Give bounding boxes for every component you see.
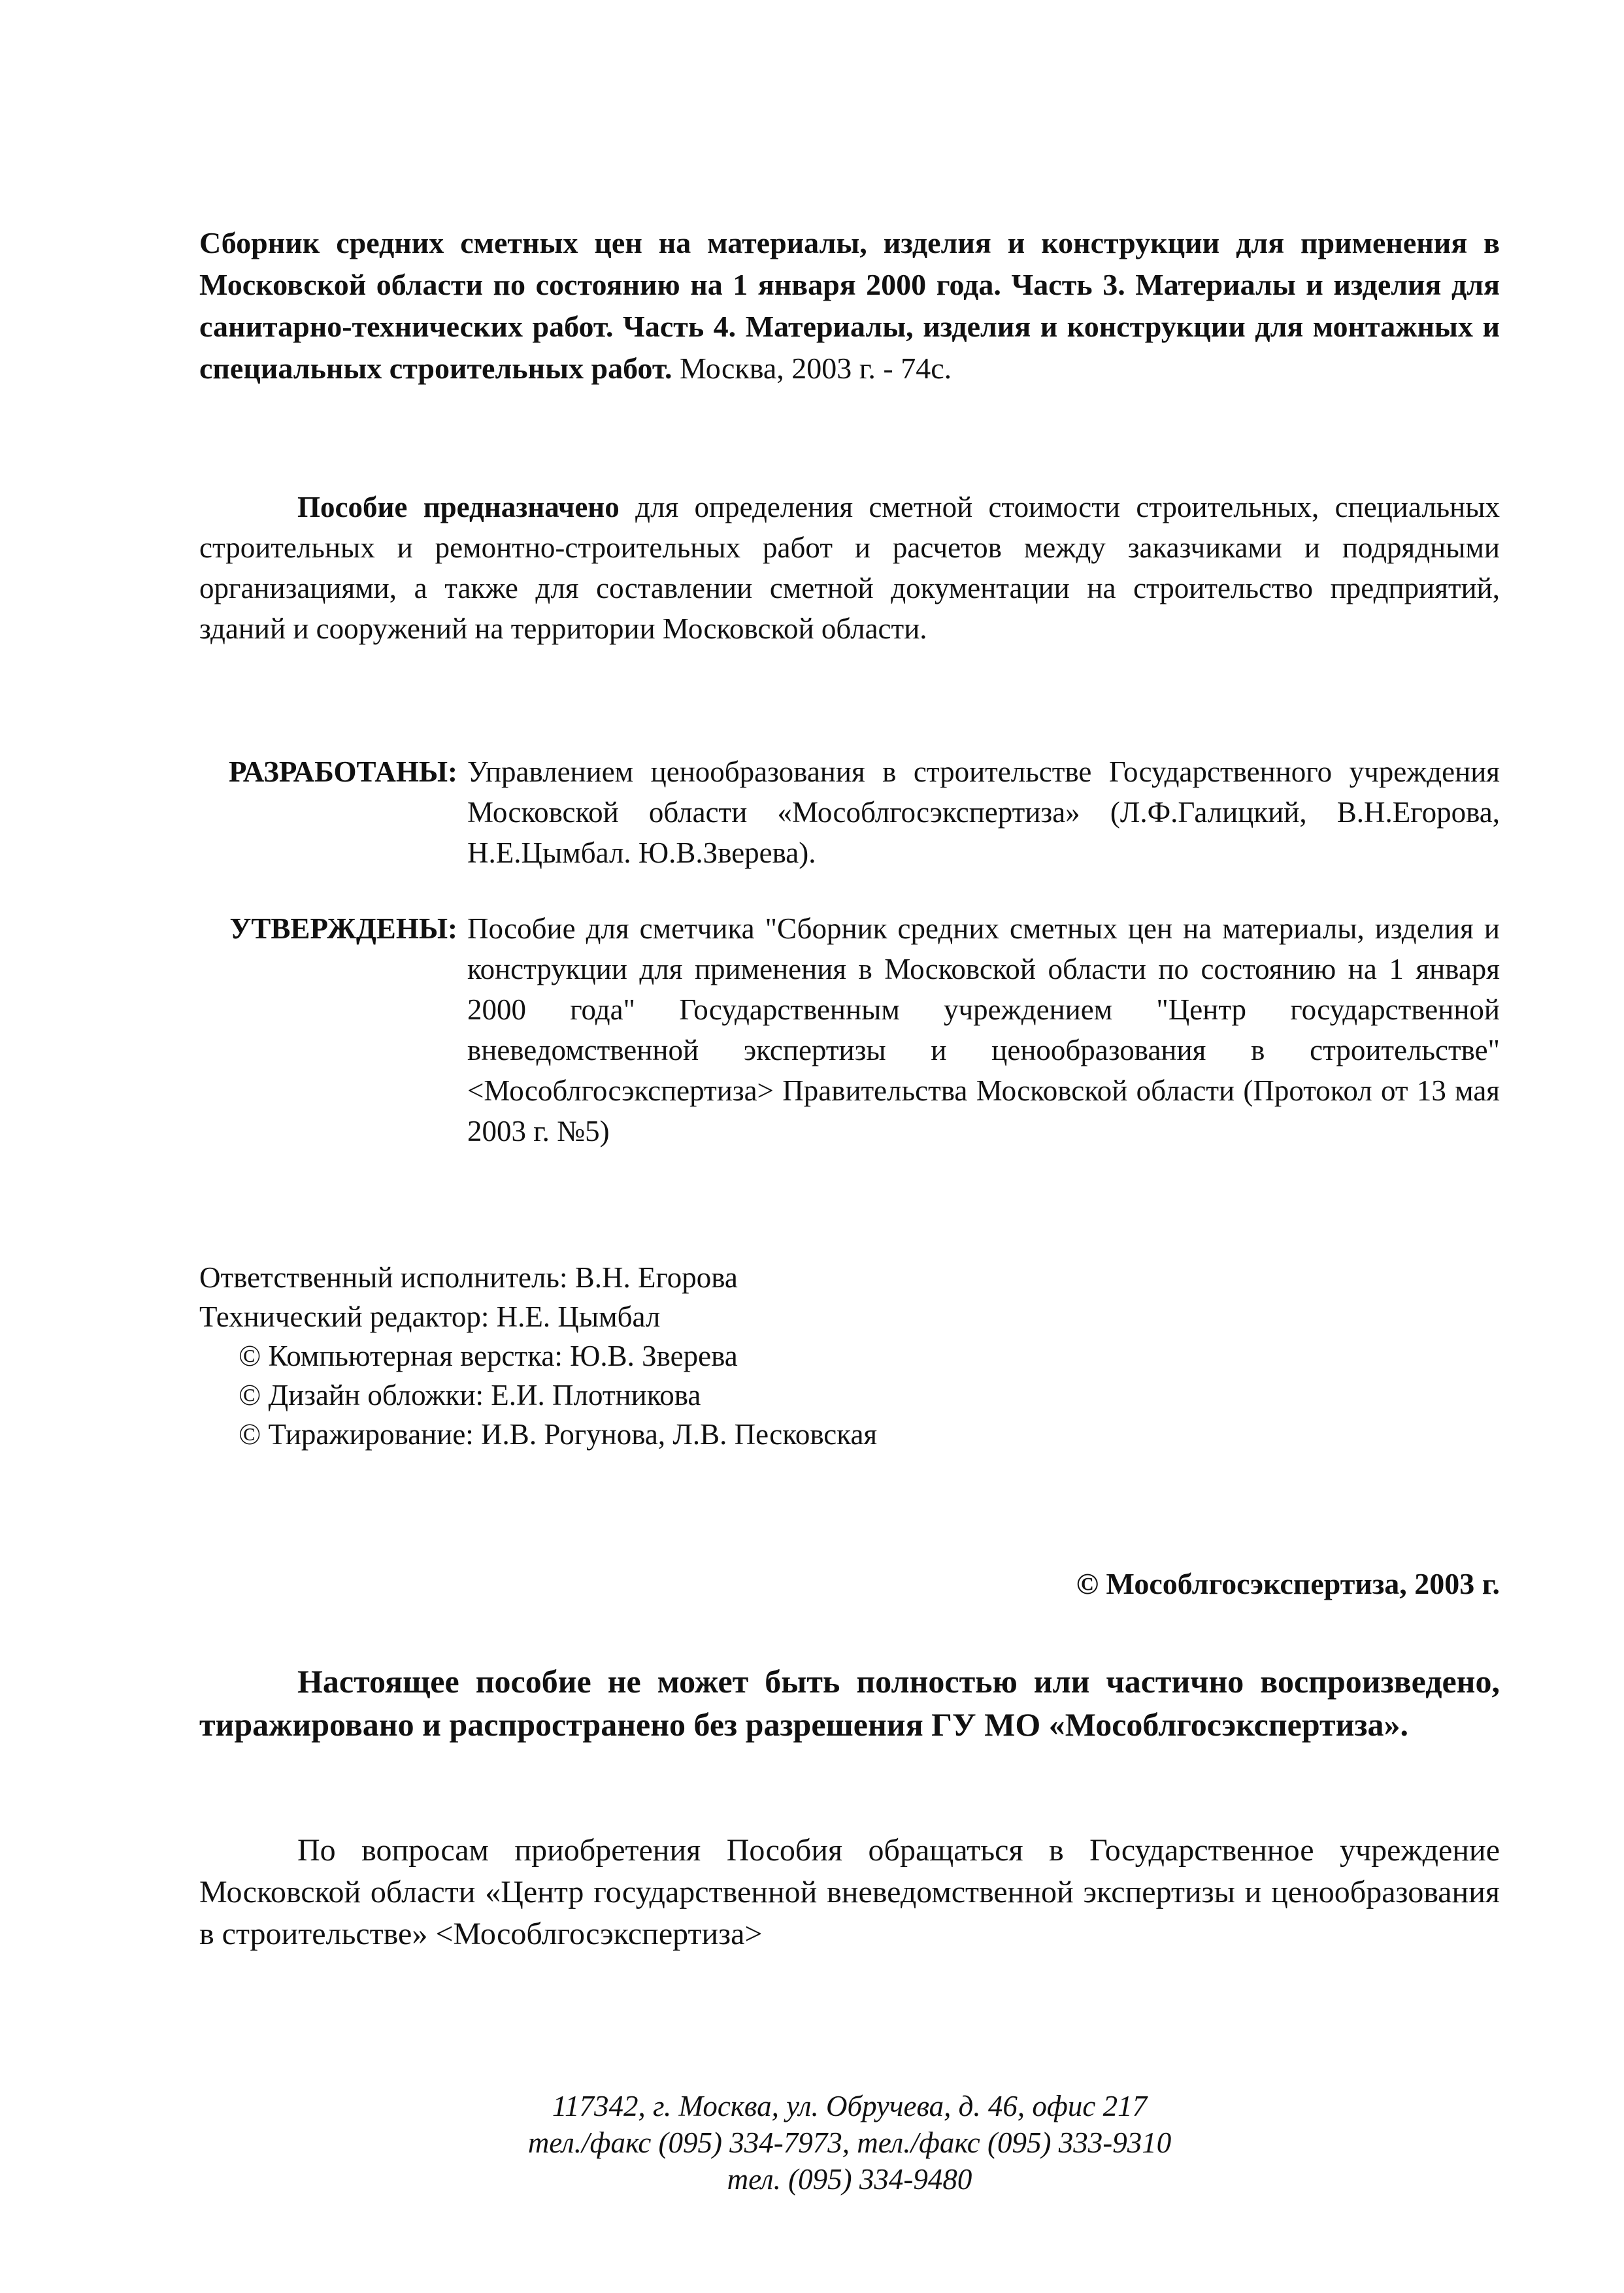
purpose-lead: Пособие предназначено <box>297 491 620 523</box>
technical-editor: Технический редактор: Н.Е. Цымбал <box>199 1300 661 1333</box>
contact-paragraph: По вопросам приобретения Пособия обращаться в Государственное учреждение Московской области «Центр государственной вневедомственной экспертизы и ценообразования в строительстве» <Мособлгосэкспертиза> <box>199 1833 1500 1951</box>
layout-credit: © Компьютерная верстка: Ю.В. Зверева <box>239 1340 738 1372</box>
phone-fax-line: тел./факс (095) 334-7973, тел./факс (095) 333-9310 <box>527 2126 1172 2159</box>
phone-line: тел. (095) 334-9480 <box>727 2163 972 2196</box>
title-bold: Сборник средних сметных цен на материалы, изделия и конструкции для применения в Московской области по состоянию на 1 января 2000 года. Часть 3. Материалы и изделия для санитарно-технических работ. Часть 4. Материалы, изделия и конструкции для монтажных и специальных строительных работ. <box>199 226 1500 385</box>
copyright-notice: © Мособлгосэкспертиза, 2003 г. <box>1076 1567 1500 1600</box>
copying-credit: © Тиражирование: И.В. Рогунова, Л.В. Песковская <box>239 1418 878 1451</box>
developed-label: РАЗРАБОТАНЫ: <box>229 755 457 788</box>
developed-text: Управлением ценообразования в строительстве Государственного учреждения Московской области «Мособлгосэкспертиза» (Л.Ф.Галицкий, В.Н.Егорова, Н.Е.Цымбал. Ю.В.Зверева). <box>467 755 1500 869</box>
approved-text: Пособие для сметчика "Сборник средних сметных цен на материалы, изделия и конструкции для применения в Московской области по состоянию на 1 января 2000 года" Государственным учреждением "Центр государственной вневедомственной экспертизы и ценообразования в строительстве" <Мособлгосэкспертиза> Правительства Московской области (Протокол от 13 мая 2003 г. №5) <box>467 912 1500 1147</box>
approved-label: УТВЕРЖДЕНЫ: <box>229 912 457 945</box>
responsible-executor: Ответственный исполнитель: В.Н. Егорова <box>199 1261 738 1294</box>
purpose-paragraph <box>199 487 1500 649</box>
address-block <box>199 2088 1500 2198</box>
staff-list <box>199 1258 1245 1454</box>
purpose-text: для определения сметной стоимости строительных, специальных строительных и ремонтно-строительных работ и расчетов между заказчиками и подрядными организациями, а также для составлении сметной документации на строительство предприятий, зданий и сооружений на территории Московской области. <box>199 491 1500 645</box>
title-publication-info: Москва, 2003 г. - 74с. <box>672 352 952 385</box>
reproduction-notice: Настоящее пособие не может быть полностью или частично воспроизведено, тиражировано и распространено без разрешения ГУ МО «Мособлгосэкспертиза». <box>199 1663 1500 1743</box>
title-paragraph <box>199 222 1500 389</box>
cover-design-credit: © Дизайн обложки: Е.И. Плотникова <box>239 1379 701 1411</box>
address-line: 117342, г. Москва, ул. Обручева, д. 46, офис 217 <box>552 2090 1148 2122</box>
